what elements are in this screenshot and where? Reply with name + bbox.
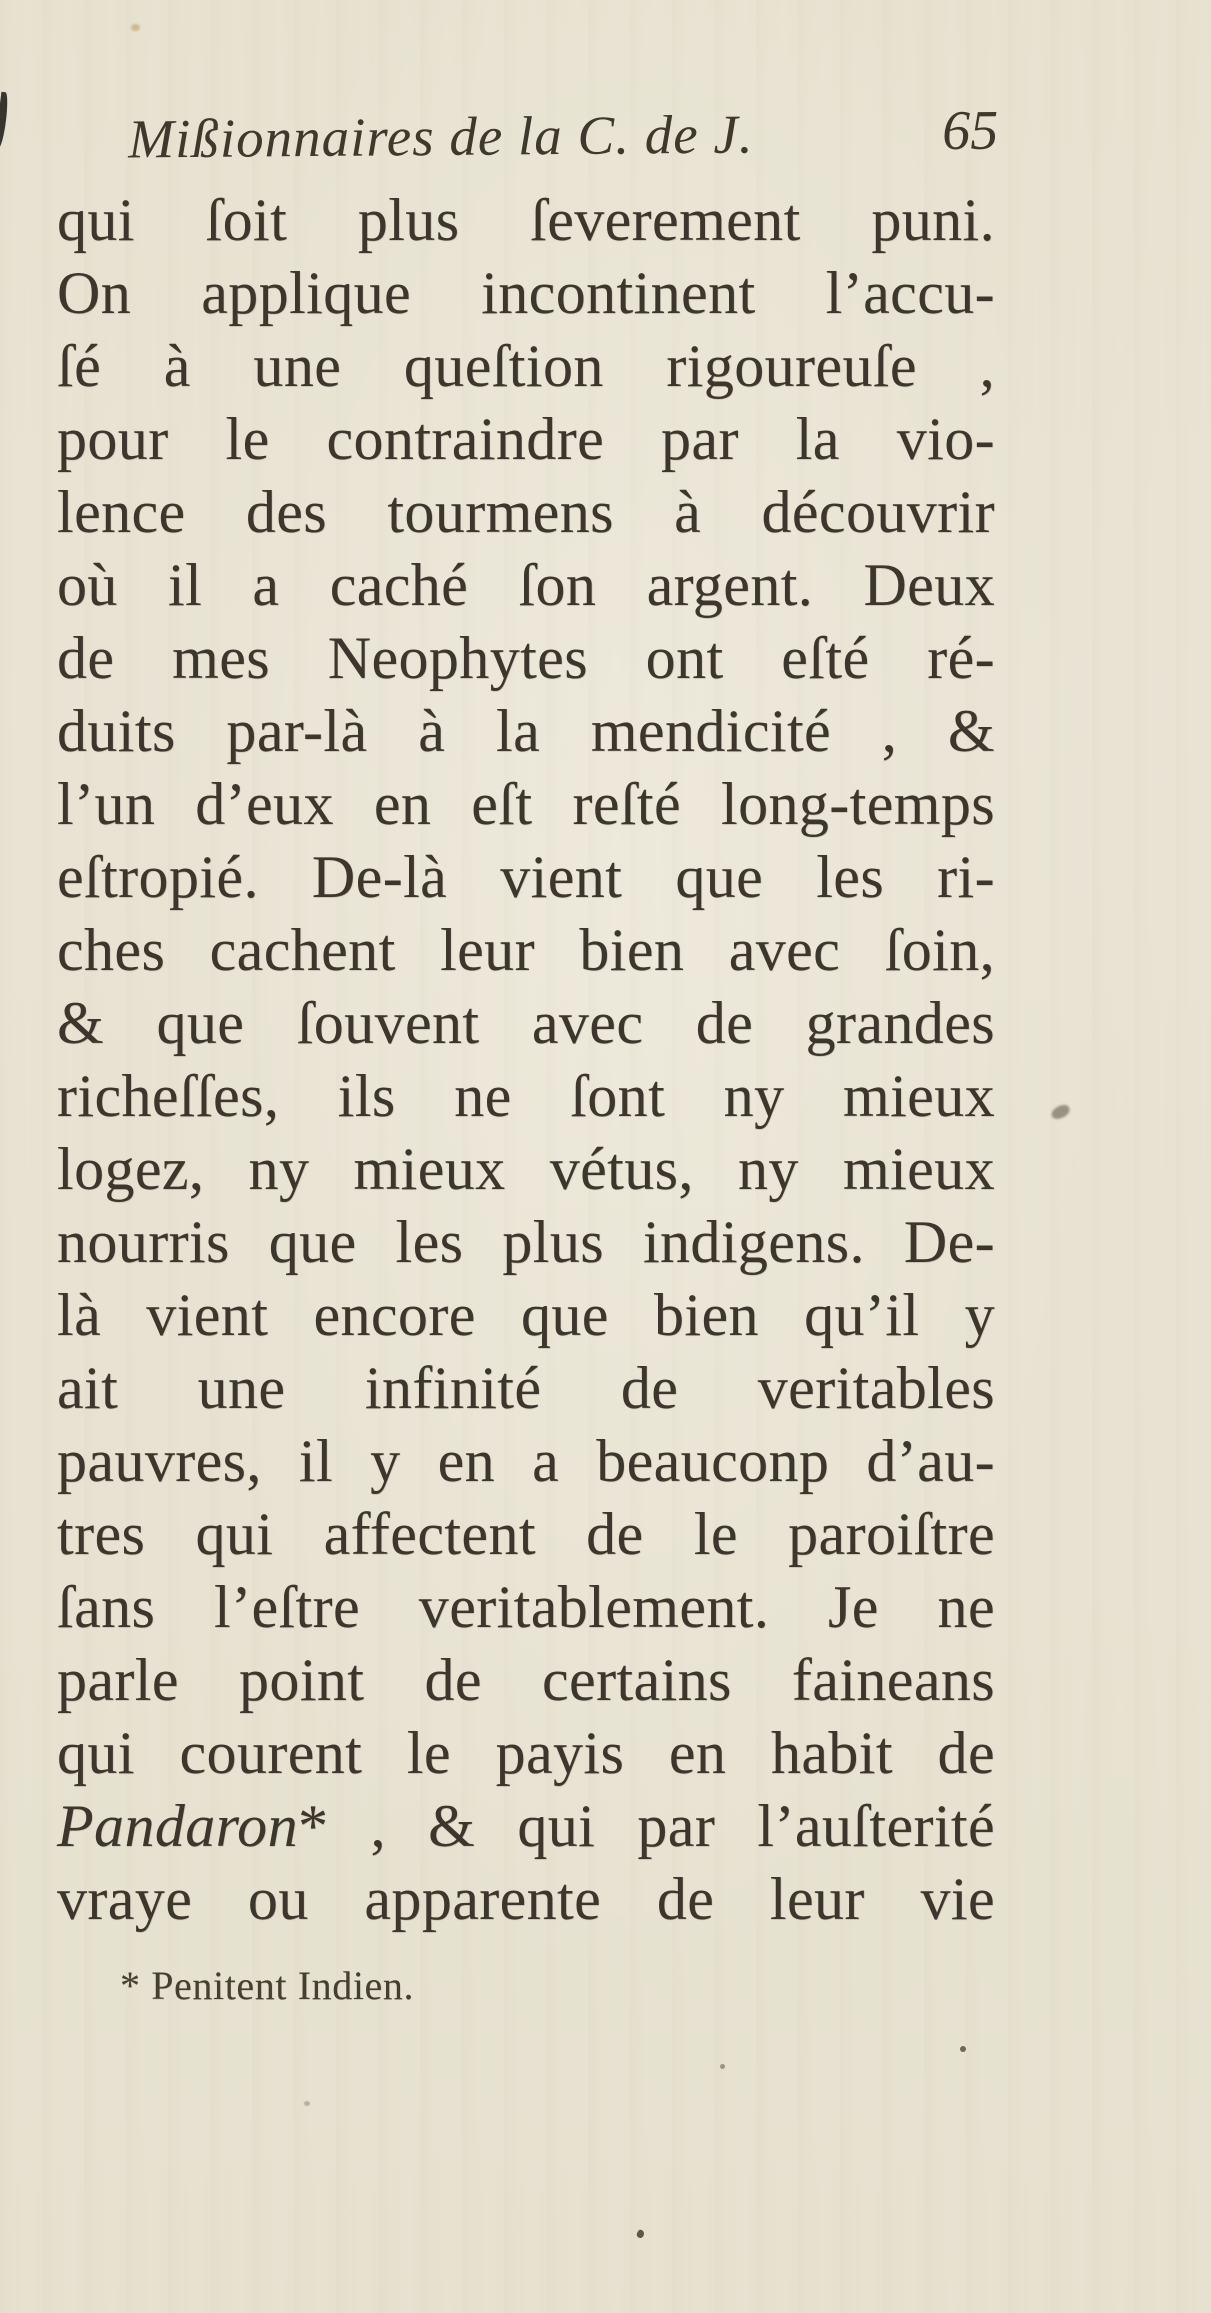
text-line-10: eſtropié. De-là vient que les ri- — [57, 844, 995, 910]
footnote: * Penitent Indien. — [120, 1963, 415, 2008]
text-line-17: ait une infinité de veritables — [57, 1355, 995, 1421]
text-line-12: & que ſouvent avec de grandes — [57, 990, 995, 1056]
text-line-2: On applique incontinent l’accu- — [57, 260, 995, 326]
running-header — [57, 99, 999, 170]
text-line-6: où il a caché ſon argent. Deux — [57, 552, 995, 618]
scan-edge-mark — [0, 92, 9, 149]
text-line-22: qui courent le payis en habit de — [57, 1720, 995, 1786]
text-line-14: logez, ny mieux vétus, ny mieux — [57, 1136, 995, 1202]
text-line-18: pauvres, il y en a beauconp d’au- — [57, 1428, 995, 1494]
ink-speck — [635, 2229, 645, 2239]
page-number: 65 — [941, 99, 999, 163]
text-line-24: vraye ou apparente de leur vie — [57, 1866, 995, 1932]
text-line-23-rest: * , & qui par l’auſterité — [297, 1793, 995, 1859]
ink-speck — [304, 2101, 310, 2106]
text-line-19: tres qui affectent de le paroiſtre — [57, 1501, 995, 1567]
text-line-9: l’un d’eux en eſt reſté long-temps — [57, 771, 995, 837]
text-line-16: là vient encore que bien qu’il y — [57, 1282, 995, 1348]
ink-speck — [960, 2046, 966, 2052]
text-line-4: pour le contraindre par la vio- — [57, 406, 995, 472]
text-line-11: ches cachent leur bien avec ſoin, — [57, 917, 995, 983]
ink-blot — [1050, 1103, 1072, 1121]
text-line-1: qui ſoit plus ſeverement puni. — [57, 187, 995, 253]
text-line-15: nourris que les plus indigens. De- — [57, 1209, 995, 1275]
text-line-7: de mes Neophytes ont eſté ré- — [57, 625, 995, 691]
running-header-title: Mißionnaires de la C. de J. — [128, 103, 754, 170]
italic-term-pandaron: Pandaron — [57, 1793, 298, 1859]
text-line-23 — [57, 1790, 995, 1863]
paper-stain — [131, 24, 140, 31]
text-line-21: parle point de certains faineans — [57, 1647, 995, 1713]
text-line-3: ſé à une queſtion rigoureuſe , — [57, 333, 995, 399]
text-line-5: lence des tourmens à découvrir — [57, 479, 995, 545]
text-line-13: richeſſes, ils ne ſont ny mieux — [57, 1063, 995, 1129]
ink-speck — [720, 2064, 725, 2069]
text-line-20: ſans l’eſtre veritablement. Je ne — [57, 1574, 995, 1640]
text-line-8: duits par-là à la mendicité , & — [57, 698, 995, 764]
body-text-block — [57, 184, 995, 1936]
